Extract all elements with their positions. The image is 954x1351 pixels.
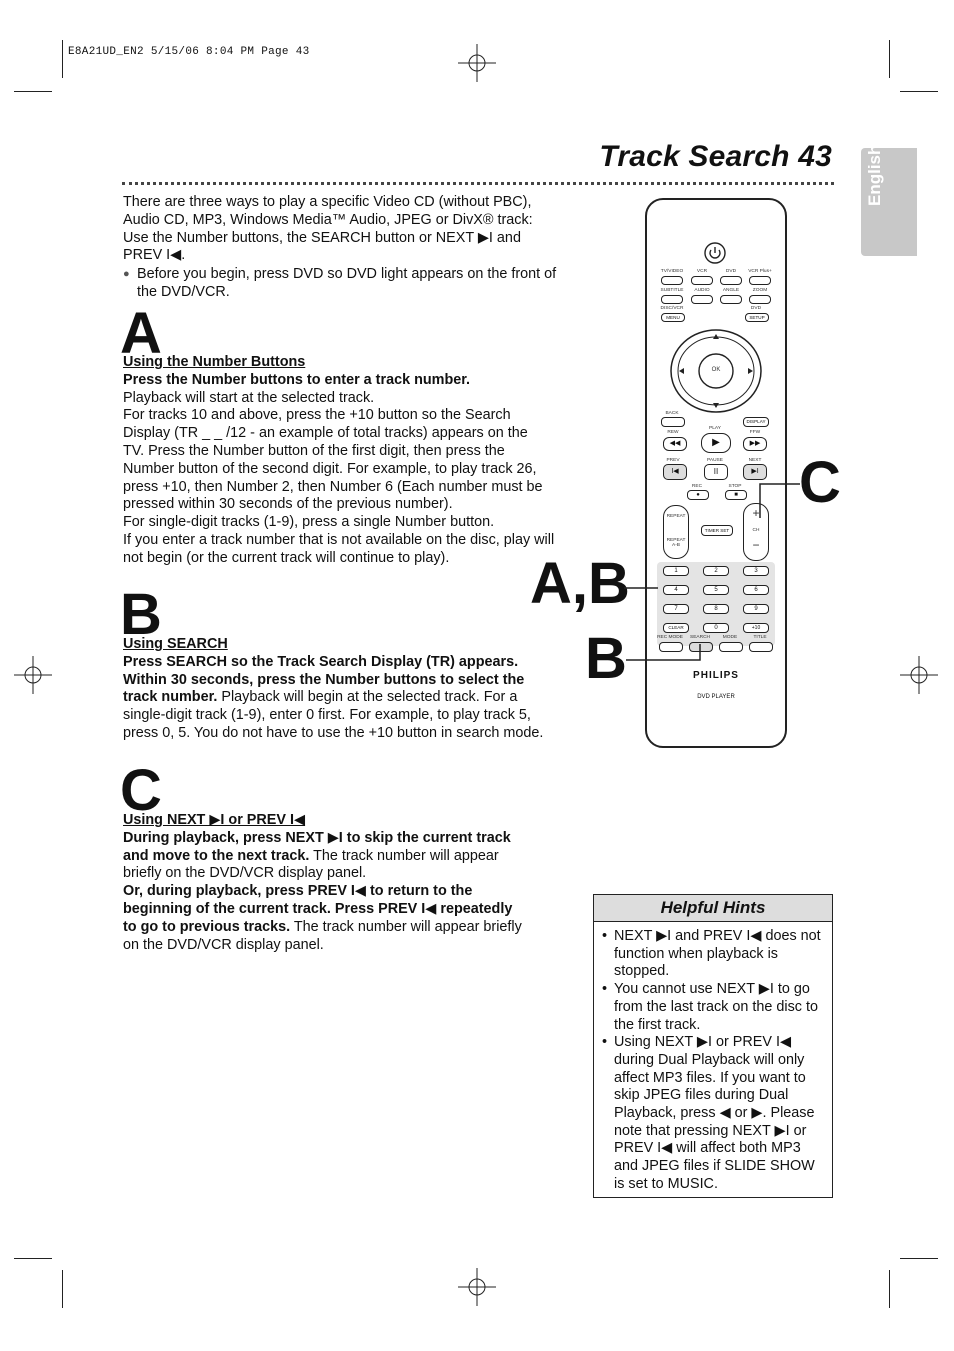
section-a-line: Playback will start at the selected track. xyxy=(123,389,375,406)
remote-label: SUBTITLE xyxy=(660,288,684,293)
remote-label: PAUSE xyxy=(707,458,723,463)
section-b-instruction: Within 30 seconds, press the Number buttons to select the xyxy=(123,671,525,688)
remote-label: REPEAT A-B xyxy=(666,538,686,548)
helpful-hints-title: Helpful Hints xyxy=(594,895,832,922)
section-c-heading: Using NEXT ▶I or PREV I◀ xyxy=(123,812,306,828)
menu-button: MENU xyxy=(661,313,685,322)
remote-label: ANGLE xyxy=(722,288,740,293)
crop-mark xyxy=(889,1270,890,1308)
remote-label: REW xyxy=(667,430,679,435)
dotted-divider xyxy=(122,182,834,185)
brand-logo: PHILIPS xyxy=(693,670,739,681)
title-button xyxy=(749,642,773,652)
crop-mark xyxy=(62,1270,63,1308)
rec-button-icon: ● xyxy=(687,490,709,500)
tv-video-button xyxy=(661,276,683,285)
remote-label: PLAY xyxy=(709,426,721,431)
section-c-line: The track number will appear xyxy=(309,847,499,864)
callout-ab-line xyxy=(622,578,660,608)
back-button xyxy=(661,417,685,427)
hints-list xyxy=(594,922,832,1194)
intro-line: There are three ways to play a specific Video CD (without PBC), xyxy=(123,194,532,210)
dvd-button xyxy=(720,276,742,285)
number-1-button: 1 xyxy=(663,566,689,576)
section-b-body xyxy=(123,636,563,743)
remote-label: VCR xyxy=(696,269,708,274)
callout-c-line xyxy=(740,480,802,520)
audio-button xyxy=(691,295,713,304)
crop-mark xyxy=(62,40,63,78)
crop-mark xyxy=(14,1258,52,1259)
remote-label: REC xyxy=(691,484,703,489)
intro-paragraph xyxy=(123,194,563,265)
section-letter-a: A xyxy=(120,301,162,366)
remote-label: DISC/VCR xyxy=(660,306,684,311)
section-a-line: TV. Press the Number button of the first digit, then press the xyxy=(123,442,505,459)
crop-mark xyxy=(889,40,890,78)
remote-label: STOP xyxy=(728,484,742,489)
prev-button-icon: I◀ xyxy=(663,464,687,480)
crop-mark xyxy=(900,91,938,92)
section-a-line: Number button of the second digit. For example, to play track 26, xyxy=(123,460,537,477)
section-b-heading: Using SEARCH xyxy=(123,636,228,652)
intro-line: Audio CD, MP3, Windows Media™ Audio, JPEG or DivX® track: xyxy=(123,211,533,228)
vcr-button xyxy=(691,276,713,285)
rew-button-icon: ◀◀ xyxy=(663,437,687,451)
power-button-icon xyxy=(704,242,726,264)
section-b-line: single-digit track (1-9), enter 0 first. For example, to play track 5, xyxy=(123,707,531,724)
section-a-line: For single-digit tracks (1-9), press a single Number button. xyxy=(123,514,495,531)
next-button-icon: ▶I xyxy=(743,464,767,480)
crop-mark xyxy=(14,91,52,92)
remote-label: MODE xyxy=(722,635,738,640)
plus10-button: +10 xyxy=(743,623,769,633)
section-letter-c: C xyxy=(120,758,162,823)
remote-label: TITLE xyxy=(753,635,767,640)
section-c-instruction: to go to previous tracks. xyxy=(123,918,291,935)
remote-label: VCR Plus+ xyxy=(748,269,772,274)
number-5-button: 5 xyxy=(703,585,729,595)
section-a-line: not begin (or the current track will continue to play). xyxy=(123,549,450,566)
language-tab-label: English xyxy=(865,144,884,206)
remote-label: REPEAT xyxy=(666,514,686,519)
remote-label: ZOOM xyxy=(752,288,768,293)
section-c-instruction: and move to the next track. xyxy=(123,847,310,864)
section-b-line: Playback will begin at the selected track. For a xyxy=(217,689,518,706)
setup-button: SETUP xyxy=(745,313,769,322)
intro-bullet: ● Before you begin, press DVD so DVD light appears on the front of the DVD/VCR. xyxy=(123,266,577,302)
model-label: DVD PLAYER xyxy=(697,694,735,700)
play-button-icon: ▶ xyxy=(701,433,731,453)
section-b-line: press 0, 5. You do not have to use the +10 button in search mode. xyxy=(123,724,544,741)
callout-c: C xyxy=(799,450,841,515)
section-c-body xyxy=(123,812,563,954)
remote-label: BACK xyxy=(665,411,679,416)
number-2-button: 2 xyxy=(703,566,729,576)
section-letter-b: B xyxy=(120,582,162,647)
number-6-button: 6 xyxy=(743,585,769,595)
remote-label: PREV xyxy=(666,458,680,463)
remote-label: CH xyxy=(752,528,760,533)
section-a-body xyxy=(123,354,563,568)
ok-label: OK xyxy=(711,367,721,373)
ffw-button-icon: ▶▶ xyxy=(743,437,767,451)
callout-b-line xyxy=(624,640,714,670)
callout-b: B xyxy=(585,626,627,691)
page-title: Track Search 43 xyxy=(599,140,832,173)
intro-line: PREV I◀. xyxy=(123,247,186,264)
vcr-plus-button xyxy=(749,276,771,285)
hint-item: • Using NEXT ▶I or PREV I◀ during Dual Playback will only affect MP3 files. If you want to skip JPEG files during Dual Playback, press ◀ or ▶. Please note that pressing NEXT ▶I or PREV I◀ will affect both MP3 and JPEG files if SLIDE SHOW is set to MUSIC. xyxy=(600,1034,826,1193)
callout-ab: A,B xyxy=(530,551,630,616)
section-a-heading: Using the Number Buttons xyxy=(123,354,306,370)
section-c-line: The track number will appear briefly xyxy=(290,918,522,935)
section-a-line: For tracks 10 and above, press the +10 button so the Search xyxy=(123,407,511,424)
channel-up-icon: + xyxy=(752,506,760,520)
number-9-button: 9 xyxy=(743,604,769,614)
section-a-line: pressed within 30 seconds of the previous number). xyxy=(123,496,453,513)
number-7-button: 7 xyxy=(663,604,689,614)
remote-label: AUDIO xyxy=(694,288,710,293)
language-tab xyxy=(861,144,917,256)
registration-mark xyxy=(458,44,496,82)
hint-item: • You cannot use NEXT ▶I to go from the last track on the disc to the first track. xyxy=(600,981,826,1034)
section-a-instruction: Press the Number buttons to enter a track number. xyxy=(123,371,471,388)
number-0-button: 0 xyxy=(703,623,729,633)
remote-label: DVD xyxy=(750,306,762,311)
remote-label: FFW xyxy=(749,430,761,435)
intro-line: Use the Number buttons, the SEARCH button or NEXT ▶I and xyxy=(123,229,521,246)
remote-label: REC MODE xyxy=(657,635,683,640)
channel-down-icon: − xyxy=(752,538,760,552)
crop-mark xyxy=(900,1258,938,1259)
section-b-instruction: Press SEARCH so the Track Search Display (TR) appears. xyxy=(123,653,519,670)
registration-mark xyxy=(458,1268,496,1306)
pause-button-icon: II xyxy=(704,464,728,480)
remote-label: NEXT xyxy=(748,458,762,463)
clear-button: CLEAR xyxy=(663,623,689,633)
section-c-instruction: During playback, press NEXT ▶I to skip the current track xyxy=(123,829,511,846)
registration-mark xyxy=(900,656,938,694)
section-a-line: Display (TR _ _ /12 - an example of total tracks) appears on the xyxy=(123,425,528,442)
number-8-button: 8 xyxy=(703,604,729,614)
repeat-rocker xyxy=(663,505,689,559)
number-4-button: 4 xyxy=(663,585,689,595)
hint-item: • NEXT ▶I and PREV I◀ does not function when playback is stopped. xyxy=(600,928,826,981)
remote-label: TV/VIDEO xyxy=(660,269,684,274)
stop-button-icon: ■ xyxy=(725,490,747,500)
section-b-instruction: track number. xyxy=(123,689,218,706)
subtitle-button xyxy=(661,295,683,304)
number-3-button: 3 xyxy=(743,566,769,576)
remote-label: SEARCH xyxy=(690,635,710,640)
section-c-line: briefly on the DVD/VCR display panel. xyxy=(123,865,367,882)
timer-set-button: TIMER SET xyxy=(701,525,733,536)
section-c-line: on the DVD/VCR display panel. xyxy=(123,936,324,953)
display-button: DISPLAY xyxy=(743,417,769,427)
section-c-instruction: Or, during playback, press PREV I◀ to return to the xyxy=(123,883,473,900)
angle-button xyxy=(720,295,742,304)
registration-mark xyxy=(14,656,52,694)
section-a-line: If you enter a track number that is not available on the disc, play will xyxy=(123,531,555,548)
remote-label: DVD xyxy=(725,269,737,274)
section-a-line: press +10, then Number 2, then Number 6 (Each number must be xyxy=(123,478,543,495)
zoom-button xyxy=(749,295,771,304)
mode-button xyxy=(719,642,743,652)
print-header: E8A21UD_EN2 5/15/06 8:04 PM Page 43 xyxy=(68,46,310,58)
section-c-instruction: beginning of the current track. Press PREV I◀ repeatedly xyxy=(123,900,513,917)
helpful-hints-box xyxy=(593,894,833,1198)
